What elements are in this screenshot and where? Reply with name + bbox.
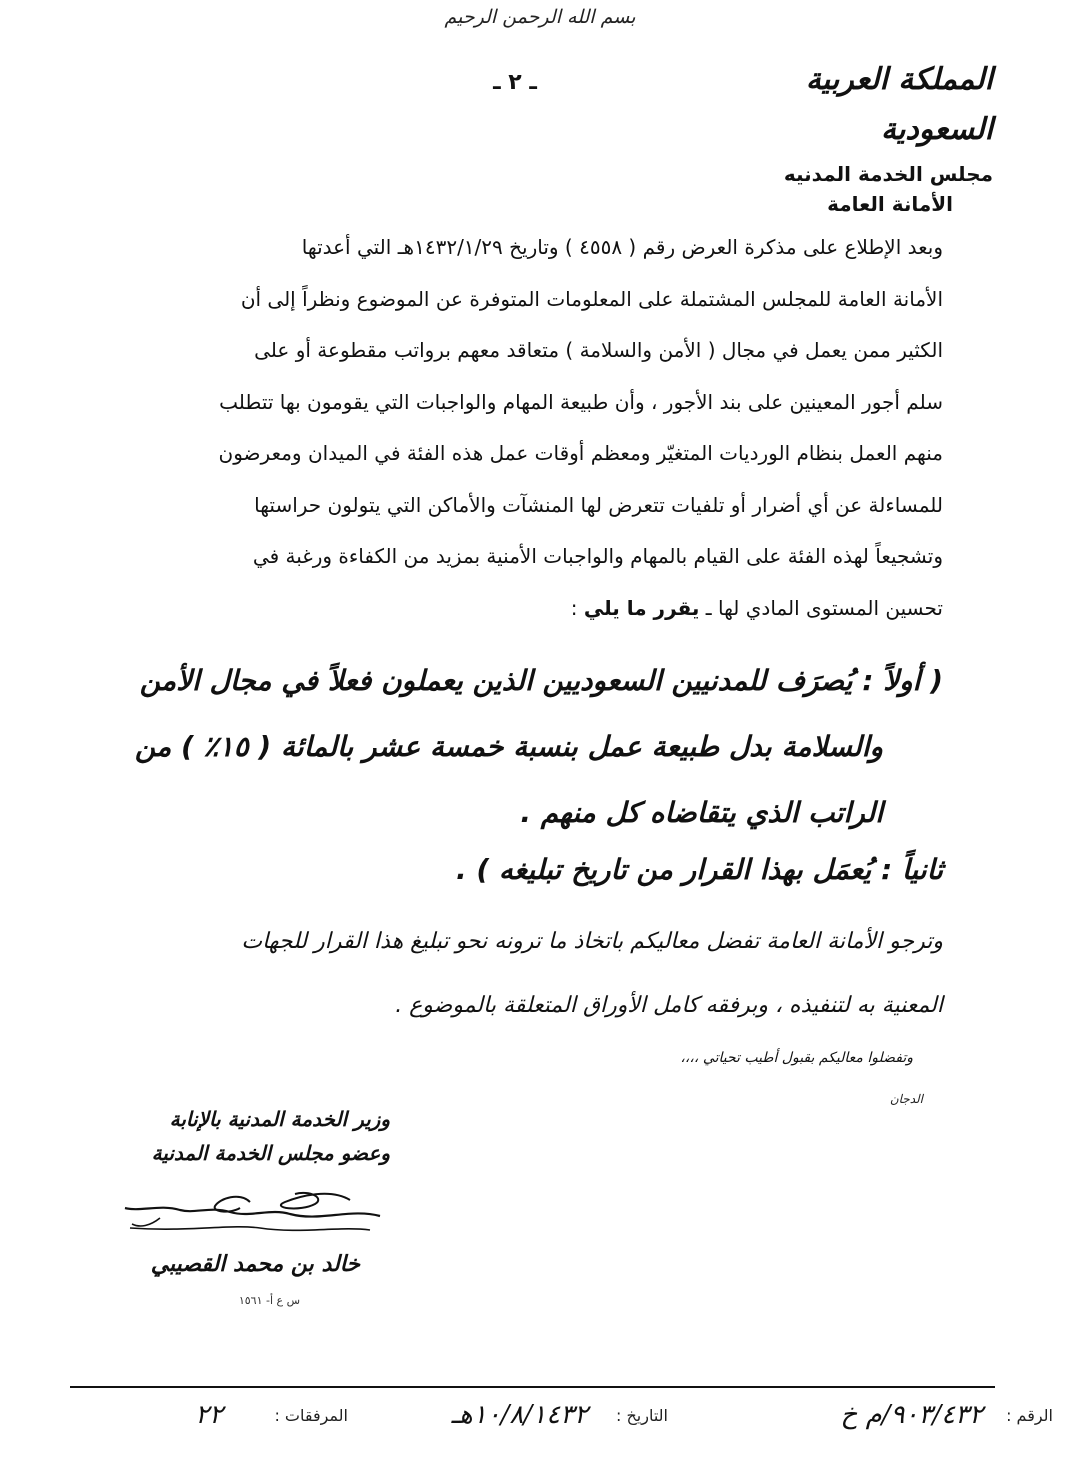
- decision-second: ثانياً : يُعمَل بهذا القرار من تاريخ تبليغه ) .: [455, 853, 943, 886]
- signatory-name: خالد بن محمد القصيبي: [150, 1252, 360, 1277]
- kingdom-name: المملكة العربية السعودية: [805, 62, 993, 147]
- decision-first: [53, 648, 943, 846]
- decision-line: الراتب الذي يتقاضاه كل منهم .: [520, 796, 883, 829]
- decision-line: والسلامة بدل طبيعة عمل بنسبة خمسة عشر بالمائة ( ١٥٪ ) من: [134, 730, 883, 763]
- regards-initials: الدجان: [889, 1092, 923, 1106]
- number-value: ٩٠٣/٤٣٢/م خ: [840, 1400, 983, 1430]
- signatory-title-2: وعضو مجلس الخدمة المدنية: [151, 1141, 390, 1165]
- handwritten-signature: [100, 1178, 390, 1248]
- page-number: ـ ٢ ـ: [493, 70, 537, 95]
- body-final-prefix: تحسين المستوى المادي لها ـ: [705, 595, 943, 620]
- signatory-title: وزير الخدمة المدنية بالإنابة: [169, 1107, 390, 1131]
- date-value: ١٠/٨/١٤٣٢هـ: [451, 1400, 588, 1430]
- body-line: الأمانة العامة للمجلس المشتملة على المعلومات المتوفرة عن الموضوع ونظراً إلى أن: [240, 286, 943, 311]
- council-name: مجلس الخدمة المدنيه: [783, 162, 993, 186]
- signature-block: [70, 1102, 390, 1277]
- attachments-label: المرفقات :: [274, 1406, 348, 1425]
- basmala: بسم الله الرحمن الرحيم: [444, 6, 636, 28]
- closing-line: المعنية به لتنفيذه ، وبرفقه كامل الأوراق المتعلقة بالموضوع .: [395, 993, 943, 1018]
- footer-divider: [70, 1386, 995, 1388]
- footer-bar: [23, 1400, 1053, 1446]
- body-line: منهم العمل بنظام الورديات المتغيّر ومعظم أوقات عمل هذه الفئة في الميدان ومعرضون: [218, 441, 943, 465]
- body-paragraph: [53, 222, 943, 634]
- body-line: وبعد الإطلاع على مذكرة العرض رقم ( ٤٥٥٨ ) وتاريخ ١٤٣٢/١/٢٩هـ التي أعدتها: [301, 235, 943, 259]
- reference-code: س ع أ- ١٥٦١: [238, 1294, 300, 1307]
- date-label: التاريخ :: [615, 1406, 668, 1425]
- closing-paragraph: [53, 910, 943, 1038]
- closing-line: وترجو الأمانة العامة تفضل معاليكم باتخاذ ما ترونه نحو تبليغ هذا القرار للجهات: [241, 929, 943, 954]
- decision-line: ( أولاً : يُصرَف للمدنيين السعوديين الذين يعملون فعلاً في مجال الأمن: [139, 664, 943, 697]
- number-label: الرقم :: [1006, 1406, 1053, 1425]
- body-line: وتشجيعاً لهذه الفئة على القيام بالمهام والواجبات الأمنية بمزيد من الكفاءة ورغبة في: [252, 544, 943, 568]
- body-line: سلم أجور المعينين على بند الأجور ، وأن طبيعة المهام والواجبات التي يقومون بها تتطلب: [219, 389, 943, 414]
- secretariat-name: الأمانة العامة: [827, 192, 953, 216]
- attachments-value: ٢٢: [195, 1400, 223, 1430]
- body-line: للمساءلة عن أي أضرار أو تلفيات تتعرض لها المنشآت والأماكن التي يتولون حراستها: [254, 492, 943, 517]
- decides-heading: يقرر ما يلي: [583, 595, 700, 620]
- body-line: الكثير ممن يعمل في مجال ( الأمن والسلامة ) متعاقد معهم برواتب مقطوعة أو على: [254, 338, 943, 362]
- letterhead: [723, 55, 993, 219]
- regards-line: وتفضلوا معاليكم بقبول أطيب تحياتي ،،،،: [680, 1050, 913, 1066]
- body-final-colon: :: [570, 595, 578, 620]
- body-line-final: [53, 583, 943, 635]
